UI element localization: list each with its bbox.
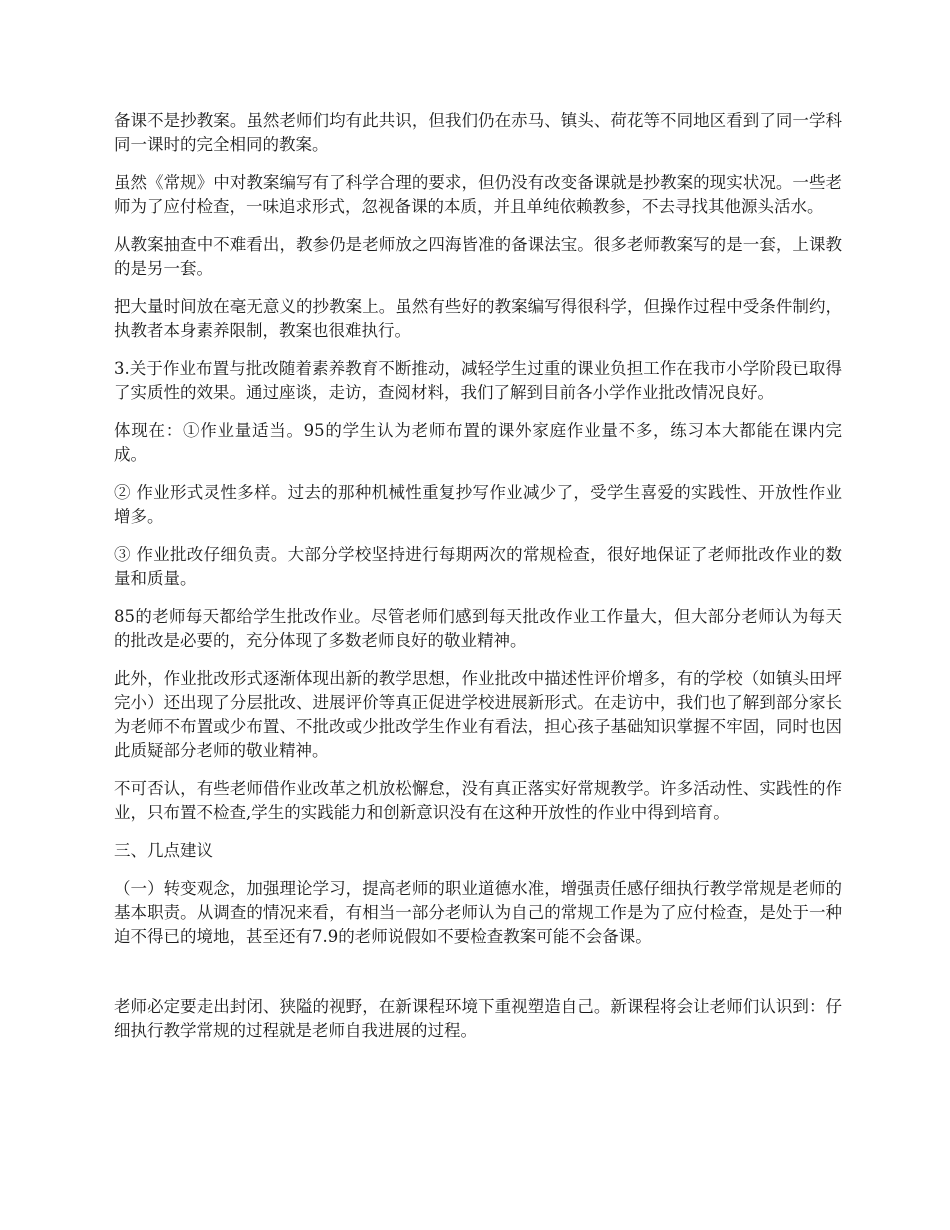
paragraph-homework-section: 3.关于作业布置与批改随着素养教育不断推动，减轻学生过重的课业负担工作在我市小学阶段已取得了实质性的效果。通过座谈，走访，查阅材料，我们了解到目前各小学作业批改情况良好。 bbox=[114, 359, 842, 402]
paragraph-reference-books: 从教案抽查中不难看出，教参仍是老师放之四海皆准的备课法宝。很多老师教案写的是一套，上课教的是另一套。 bbox=[114, 235, 842, 278]
paragraph-daily-grading: 85的老师每天都给学生批改作业。尽管老师们感到每天批改作业工作量大，但大部分老师认为每天的批改是必要的，充分体现了多数老师良好的敬业精神。 bbox=[114, 607, 842, 650]
paragraph-homework-grading: ③ 作业批改仔细负责。大部分学校坚持进行每期两次的常规检查，很好地保证了老师批改作业的数量和质量。 bbox=[114, 545, 842, 588]
paragraph-homework-amount: 体现在：①作业量适当。95的学生认为老师布置的课外家庭作业量不多，练习本大都能在课内完成。 bbox=[114, 421, 842, 464]
paragraph-wasted-time: 把大量时间放在毫无意义的抄教案上。虽然有些好的教案编写得很科学，但操作过程中受条件制约，执教者本身素养限制，教案也很难执行。 bbox=[114, 297, 842, 340]
paragraph-grading-forms: 此外，作业批改形式逐渐体现出新的教学思想，作业批改中描述性评价增多，有的学校（如镇头田坪完小）还出现了分层批改、进展评价等真正促进学校进展新形式。在走访中，我们也了解到部分家长为老师不布置或少布置、不批改或少批改学生作业有看法，担心孩子基础知识掌握不牢固，同时也因此质疑部分老师的敬业精神。 bbox=[114, 669, 842, 760]
section-heading-suggestions: 三、几点建议 bbox=[114, 841, 213, 860]
paragraph-homework-forms: ② 作业形式灵性多样。过去的那种机械性重复抄写作业减少了，受学生喜爱的实践性、开放性作业增多。 bbox=[114, 483, 842, 526]
document-body bbox=[114, 109, 842, 1057]
paragraph-suggestion-one: （一）转变观念，加强理论学习，提高老师的职业道德水准，增强责任感仔细执行教学常规是老师的基本职责。从调查的情况来看，有相当一部分老师认为自己的常规工作是为了应付检查，是处于一种迫不得已的境地，甚至还有7.9的老师说假如不要检查教案可能不会备课。 bbox=[114, 879, 842, 946]
paragraph-teacher-growth: 老师必定要走出封闭、狭隘的视野，在新课程环境下重视塑造自己。新课程将会让老师们认识到：仔细执行教学常规的过程就是老师自我进展的过程。 bbox=[114, 997, 842, 1040]
paragraph-regulations: 虽然《常规》中对教案编写有了科学合理的要求，但仍没有改变备课就是抄教案的现实状况。一些老师为了应付检查，一味追求形式，忽视备课的本质，并且单纯依赖教参，不去寻找其他源头活水。 bbox=[114, 173, 842, 216]
paragraph-lesson-copying: 备课不是抄教案。虽然老师们均有此共识，但我们仍在赤马、镇头、荷花等不同地区看到了同一学科同一课时的完全相同的教案。 bbox=[114, 111, 842, 154]
paragraph-undeniable: 不可否认，有些老师借作业改革之机放松懈怠，没有真正落实好常规教学。许多活动性、实践性的作业，只布置不检查,学生的实践能力和创新意识没有在这种开放性的作业中得到培育。 bbox=[114, 779, 842, 822]
